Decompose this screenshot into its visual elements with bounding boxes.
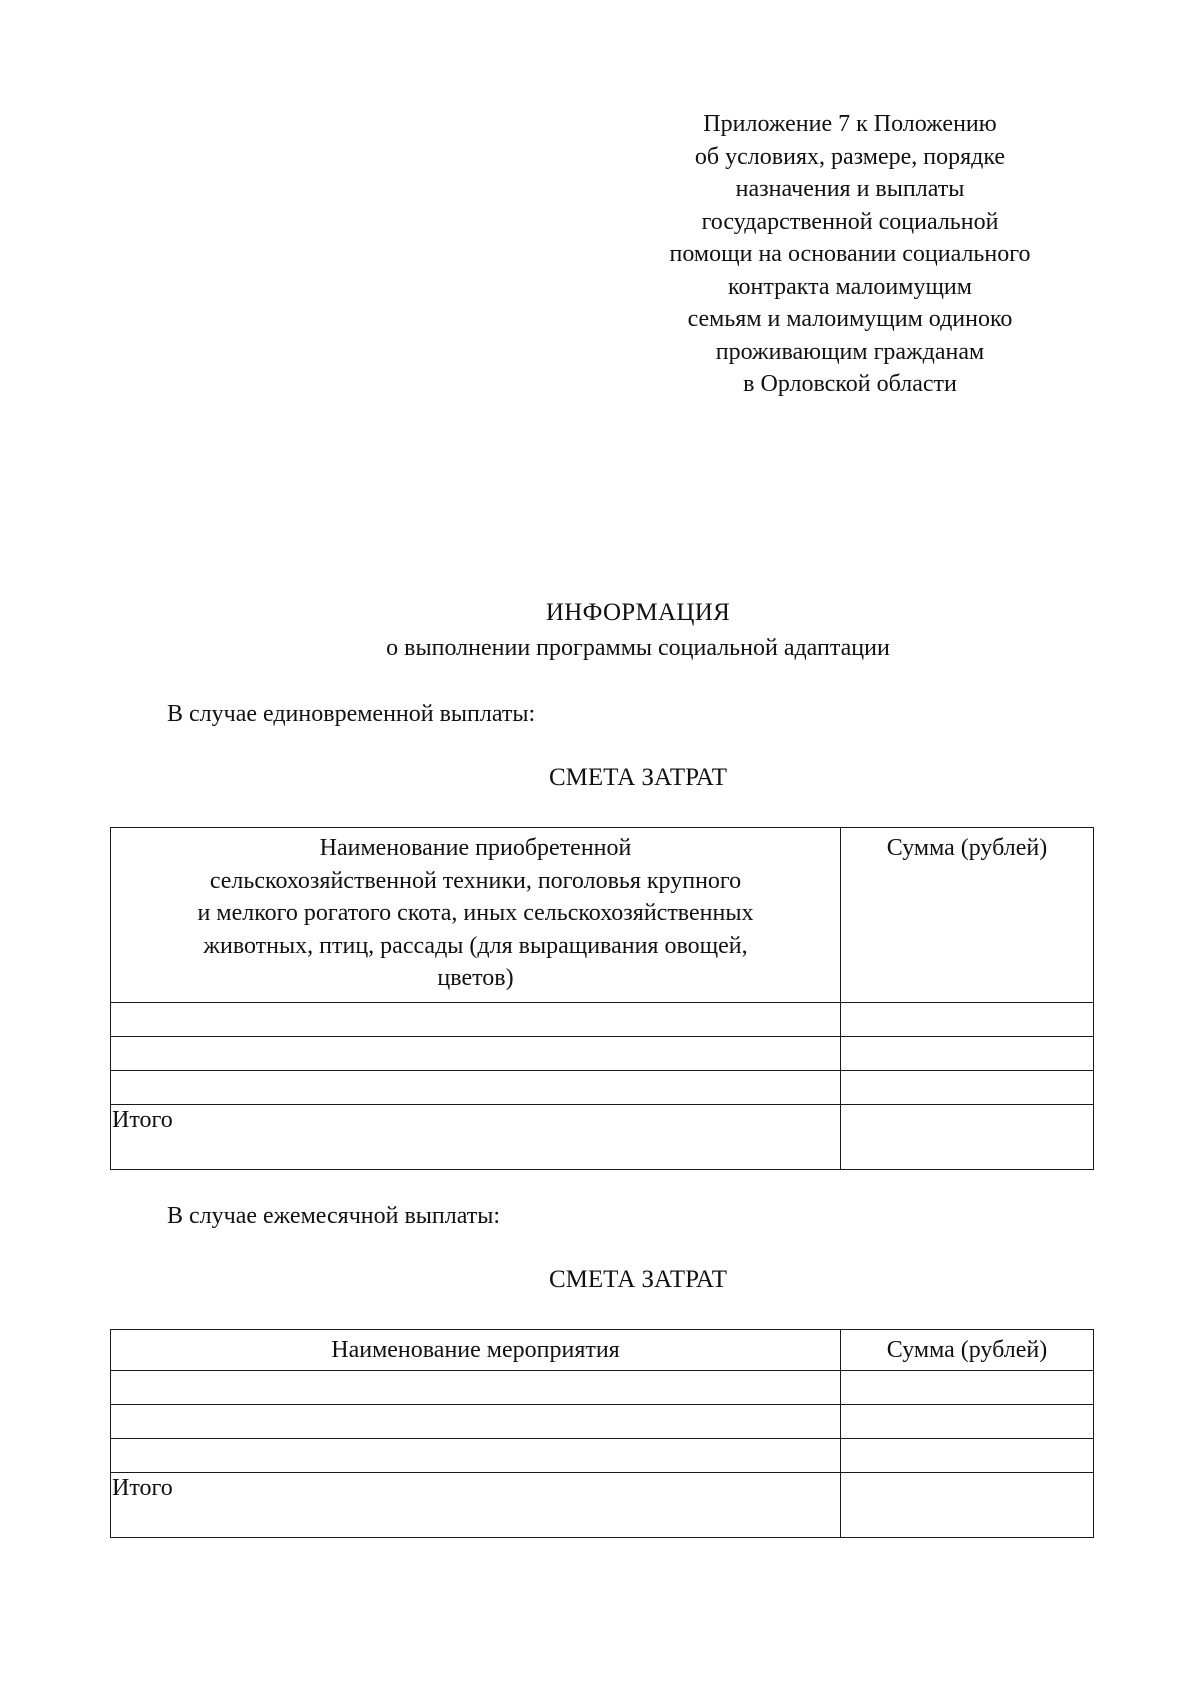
empty-cell xyxy=(111,1405,841,1439)
table-row xyxy=(111,1037,1094,1071)
empty-cell xyxy=(111,1003,841,1037)
table-row xyxy=(111,1003,1094,1037)
total-label: Итого xyxy=(111,1473,841,1538)
table-row xyxy=(111,1071,1094,1105)
empty-cell xyxy=(841,1405,1094,1439)
document-subtitle: о выполнении программы социальной адаптации xyxy=(386,635,890,661)
empty-cell xyxy=(841,1071,1094,1105)
header-line: цветов) xyxy=(437,965,514,991)
column-header-sum: Сумма (рублей) xyxy=(841,1330,1094,1371)
appendix-line: проживающим гражданам xyxy=(715,338,985,365)
column-header-item-name xyxy=(111,828,841,1003)
empty-cell xyxy=(111,1439,841,1473)
appendix-line: об условиях, размере, порядке xyxy=(694,143,1006,170)
table-total-row xyxy=(111,1473,1094,1538)
total-label: Итого xyxy=(111,1105,841,1170)
document-title: ИНФОРМАЦИЯ xyxy=(545,599,731,626)
appendix-line: помощи на основании социального xyxy=(669,241,1031,267)
table-row xyxy=(111,1405,1094,1439)
empty-cell xyxy=(111,1371,841,1405)
appendix-line: семьям и малоимущим одиноко xyxy=(687,306,1013,332)
header-line: животных, птиц, рассады (для выращивания овощей, xyxy=(203,932,748,959)
total-sum-cell xyxy=(841,1105,1094,1170)
one-time-payment-label: В случае единовременной выплаты: xyxy=(167,701,536,727)
appendix-note xyxy=(630,108,1070,401)
header-line: Наименование приобретенной xyxy=(319,835,632,861)
column-header-activity-name: Наименование мероприятия xyxy=(111,1330,841,1371)
empty-cell xyxy=(841,1371,1094,1405)
table-row xyxy=(111,1371,1094,1405)
table-total-row xyxy=(111,1105,1094,1170)
cost-estimate-title-one-time: СМЕТА ЗАТРАТ xyxy=(549,764,727,791)
table-header-row xyxy=(111,1330,1094,1371)
total-sum-cell xyxy=(841,1473,1094,1538)
table-header-row xyxy=(111,828,1094,1003)
monthly-payment-label: В случае ежемесячной выплаты: xyxy=(167,1203,501,1229)
cost-estimate-table-one-time xyxy=(110,827,1094,1170)
header-line: и мелкого рогатого скота, иных сельскохозяйственных xyxy=(197,900,754,926)
appendix-line: контракта малоимущим xyxy=(728,273,972,300)
column-header-sum: Сумма (рублей) xyxy=(841,828,1094,1003)
table-row xyxy=(111,1439,1094,1473)
empty-cell xyxy=(841,1037,1094,1071)
header-line: сельскохозяйственной техники, поголовья крупного xyxy=(209,867,742,894)
empty-cell xyxy=(111,1037,841,1071)
empty-cell xyxy=(841,1003,1094,1037)
appendix-line: в Орловской области xyxy=(743,371,957,397)
empty-cell xyxy=(111,1071,841,1105)
empty-cell xyxy=(841,1439,1094,1473)
cost-estimate-table-monthly xyxy=(110,1329,1094,1538)
appendix-line: государственной социальной xyxy=(701,208,999,235)
cost-estimate-title-monthly: СМЕТА ЗАТРАТ xyxy=(549,1266,727,1293)
appendix-line: Приложение 7 к Положению xyxy=(703,111,997,137)
appendix-line: назначения и выплаты xyxy=(735,176,965,202)
